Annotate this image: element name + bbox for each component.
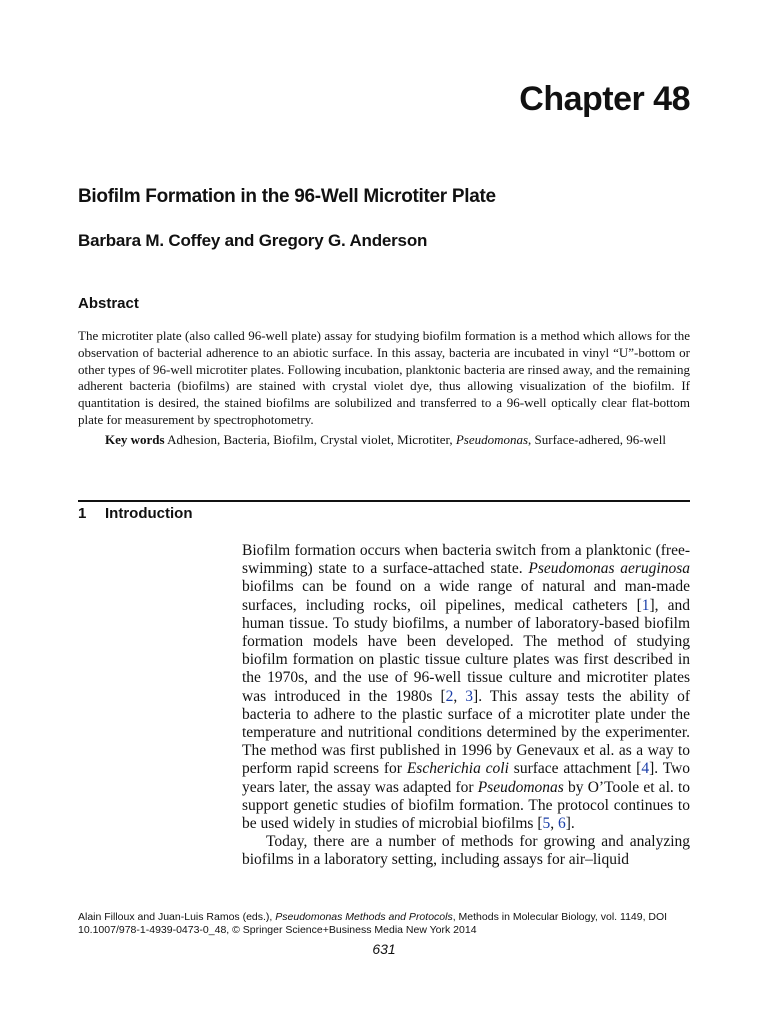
p1-text-a: Biofilm formation occurs when bacteria switch from a planktonic (free-swimming) state to a surface-attached state. (242, 542, 690, 578)
keywords-text-rest: , Surface-adhered, 96-well (528, 432, 666, 447)
footer-series: , Methods in Molecular Biology, vol. 1149, DOI 10.1007/978-1-4939-0473-0_48, © Springer Science+Business Media New York 2014 (78, 911, 668, 936)
p1-sep-l: , (550, 815, 558, 833)
citation-2[interactable]: 2 (445, 687, 454, 705)
citation-6[interactable]: 6 (557, 815, 566, 833)
abstract-heading: Abstract (78, 295, 139, 312)
article-title: Biofilm Formation in the 96-Well Microtiter Plate (78, 186, 496, 207)
section-rule (78, 500, 690, 502)
footer-book-title: Pseudomonas Methods and Protocols (275, 911, 453, 923)
paragraph-2: Today, there are a number of methods for growing and analyzing biofilms in a laboratory setting, including assays for air–liquid (242, 833, 690, 869)
keywords (105, 432, 690, 449)
chapter-number: Chapter 48 (519, 80, 690, 118)
p1-species: Pseudomonas aeruginosa (528, 560, 690, 578)
citation-4[interactable]: 4 (641, 760, 650, 778)
keywords-text: Adhesion, Bacteria, Biofilm, Crystal violet, Microtiter, (167, 432, 453, 447)
keywords-genus: Pseudomonas (455, 432, 529, 447)
section-number: 1 (78, 505, 87, 522)
footer-editors: Alain Filloux and Juan-Luis Ramos (eds.), (78, 911, 273, 923)
citation-1[interactable]: 1 (641, 596, 650, 614)
section-title: Introduction (105, 505, 193, 522)
p1-text-c: biofilms can be found on a wide range of natural and man-made surfaces, including rocks, oil pipelines, medical catheters [ (242, 578, 690, 614)
p1-genus: Pseudomonas (477, 778, 564, 796)
p1-text-i: ]. Two years later, the assay was adapted for (242, 760, 691, 796)
p1-ecoli: Escherichia coli (406, 760, 509, 778)
p1-text-m: ]. (565, 815, 575, 833)
paragraph-1 (242, 542, 690, 833)
keywords-label: Key words (105, 432, 165, 447)
citation-5[interactable]: 5 (542, 815, 551, 833)
section-body (242, 542, 690, 870)
p1-sep-e: , (453, 687, 466, 705)
p1-text-d: ], and human tissue. To study biofilms, a number of laboratory-based biofilm formation models have been developed. The method of studying biofilm formation on plastic tissue culture plates was first described in the 1970s, and the use of 96-well tissue culture and microtiter plates was introduced in the 1980s [ (242, 596, 690, 705)
p1-text-f: ]. This assay tests the ability of bacteria to adhere to the plastic surface of a microtiter plate under the temperature and nutritional conditions determined by the experimenter. The method was first published in 1996 by Genevaux et al. as a way to perform rapid screens for (242, 687, 690, 778)
page-number: 631 (372, 941, 396, 957)
authors: Barbara M. Coffey and Gregory G. Anderson (78, 231, 428, 250)
citation-3[interactable]: 3 (465, 687, 474, 705)
p1-text-h: surface attachment [ (513, 760, 642, 778)
abstract-text: The microtiter plate (also called 96-well plate) assay for studying biofilm formation is a method which allows for the observation of bacterial adherence to an abiotic surface. In this assay, bacteria are incubated in vinyl “U”-bottom or other types of 96-well microtiter plates. Following incubation, planktonic bacteria are rinsed away, and the remaining adherent bacteria (biofilms) are stained with crystal violet dye, thus allowing visualization of the biofilm. If quantitation is desired, the stained biofilms are solubilized and transferred to a 96-well optically clear flat-bottom plate for measurement by spectrophotometry. (78, 328, 690, 427)
citation-footer (78, 911, 690, 937)
p1-text-k: by O’Toole et al. to support genetic studies of biofilm formation. The protocol continues to be used widely in studies of microbial biofilms [ (242, 778, 691, 833)
